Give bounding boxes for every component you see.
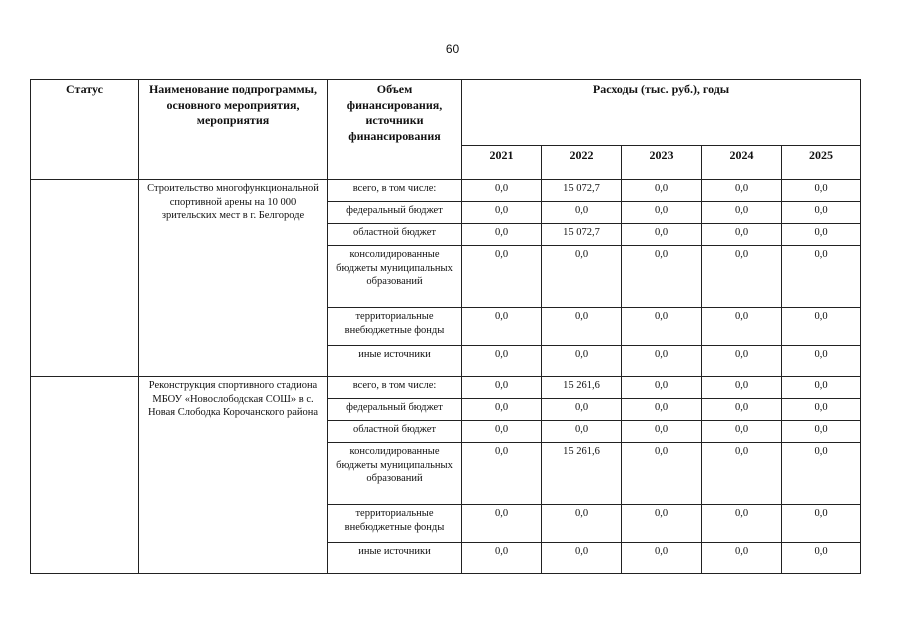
funding-source: иные источники bbox=[328, 346, 462, 377]
funding-source: консолидированные бюджеты муниципальных образований bbox=[328, 443, 462, 505]
year-value: 0,0 bbox=[782, 346, 861, 377]
year-value: 0,0 bbox=[542, 308, 622, 346]
header-year: 2025 bbox=[782, 146, 861, 180]
year-value: 0,0 bbox=[542, 543, 622, 574]
year-value: 0,0 bbox=[542, 399, 622, 421]
year-value: 0,0 bbox=[702, 399, 782, 421]
year-value: 0,0 bbox=[462, 543, 542, 574]
year-value: 0,0 bbox=[622, 505, 702, 543]
year-value: 15 072,7 bbox=[542, 224, 622, 246]
year-value: 0,0 bbox=[462, 224, 542, 246]
year-value: 0,0 bbox=[462, 202, 542, 224]
year-value: 0,0 bbox=[622, 224, 702, 246]
year-value: 0,0 bbox=[542, 202, 622, 224]
year-value: 0,0 bbox=[782, 443, 861, 505]
year-value: 0,0 bbox=[702, 202, 782, 224]
table-row bbox=[31, 180, 861, 202]
year-value: 0,0 bbox=[462, 399, 542, 421]
year-value: 0,0 bbox=[702, 543, 782, 574]
year-value: 0,0 bbox=[622, 308, 702, 346]
header-status: Статус bbox=[31, 80, 139, 180]
year-value: 0,0 bbox=[462, 346, 542, 377]
year-value: 0,0 bbox=[782, 202, 861, 224]
year-value: 0,0 bbox=[782, 505, 861, 543]
year-value: 0,0 bbox=[542, 505, 622, 543]
year-value: 0,0 bbox=[702, 377, 782, 399]
year-value: 0,0 bbox=[462, 443, 542, 505]
year-value: 0,0 bbox=[702, 246, 782, 308]
year-value: 0,0 bbox=[622, 202, 702, 224]
header-name: Наименование подпрограммы, основного мероприятия, мероприятия bbox=[139, 80, 328, 180]
measure-name: Реконструкция спортивного стадиона МБОУ «Новослободская СОШ» в с. Новая Слободка Корочанского района bbox=[139, 377, 328, 574]
header-year: 2023 bbox=[622, 146, 702, 180]
header-volume: Объем финансирования, источники финансирования bbox=[328, 80, 462, 180]
year-value: 0,0 bbox=[622, 346, 702, 377]
year-value: 15 261,6 bbox=[542, 377, 622, 399]
year-value: 0,0 bbox=[542, 346, 622, 377]
header-expenses: Расходы (тыс. руб.), годы bbox=[462, 80, 861, 146]
header-year: 2021 bbox=[462, 146, 542, 180]
year-value: 0,0 bbox=[622, 246, 702, 308]
funding-source: консолидированные бюджеты муниципальных образований bbox=[328, 246, 462, 308]
table-body bbox=[31, 180, 861, 574]
year-value: 15 261,6 bbox=[542, 443, 622, 505]
year-value: 0,0 bbox=[782, 246, 861, 308]
table-row bbox=[31, 377, 861, 399]
year-value: 0,0 bbox=[462, 308, 542, 346]
header-row bbox=[31, 80, 861, 146]
funding-source: областной бюджет bbox=[328, 421, 462, 443]
year-value: 0,0 bbox=[462, 180, 542, 202]
year-value: 0,0 bbox=[622, 443, 702, 505]
year-value: 0,0 bbox=[462, 246, 542, 308]
year-value: 0,0 bbox=[622, 421, 702, 443]
funding-source: иные источники bbox=[328, 543, 462, 574]
year-value: 0,0 bbox=[702, 308, 782, 346]
year-value: 0,0 bbox=[542, 421, 622, 443]
measure-name: Строительство многофункциональной спортивной арены на 10 000 зрительских мест в г. Белгороде bbox=[139, 180, 328, 377]
status-cell bbox=[31, 377, 139, 574]
year-value: 0,0 bbox=[782, 421, 861, 443]
year-value: 0,0 bbox=[462, 421, 542, 443]
year-value: 0,0 bbox=[782, 399, 861, 421]
financing-table bbox=[30, 79, 861, 574]
header-year: 2022 bbox=[542, 146, 622, 180]
header-year: 2024 bbox=[702, 146, 782, 180]
year-value: 0,0 bbox=[702, 421, 782, 443]
year-value: 0,0 bbox=[702, 505, 782, 543]
year-value: 0,0 bbox=[782, 308, 861, 346]
funding-source: всего, в том числе: bbox=[328, 180, 462, 202]
year-value: 15 072,7 bbox=[542, 180, 622, 202]
year-value: 0,0 bbox=[782, 543, 861, 574]
year-value: 0,0 bbox=[622, 399, 702, 421]
year-value: 0,0 bbox=[462, 505, 542, 543]
year-value: 0,0 bbox=[622, 180, 702, 202]
funding-source: территориальные внебюджетные фонды bbox=[328, 308, 462, 346]
year-value: 0,0 bbox=[702, 346, 782, 377]
year-value: 0,0 bbox=[462, 377, 542, 399]
funding-source: всего, в том числе: bbox=[328, 377, 462, 399]
year-value: 0,0 bbox=[542, 246, 622, 308]
funding-source: областной бюджет bbox=[328, 224, 462, 246]
funding-source: территориальные внебюджетные фонды bbox=[328, 505, 462, 543]
page-number: 60 bbox=[445, 42, 460, 56]
year-value: 0,0 bbox=[702, 180, 782, 202]
year-value: 0,0 bbox=[782, 377, 861, 399]
year-value: 0,0 bbox=[782, 224, 861, 246]
status-cell bbox=[31, 180, 139, 377]
year-value: 0,0 bbox=[782, 180, 861, 202]
year-value: 0,0 bbox=[622, 377, 702, 399]
year-value: 0,0 bbox=[702, 224, 782, 246]
funding-source: федеральный бюджет bbox=[328, 202, 462, 224]
year-value: 0,0 bbox=[702, 443, 782, 505]
funding-source: федеральный бюджет bbox=[328, 399, 462, 421]
year-value: 0,0 bbox=[622, 543, 702, 574]
